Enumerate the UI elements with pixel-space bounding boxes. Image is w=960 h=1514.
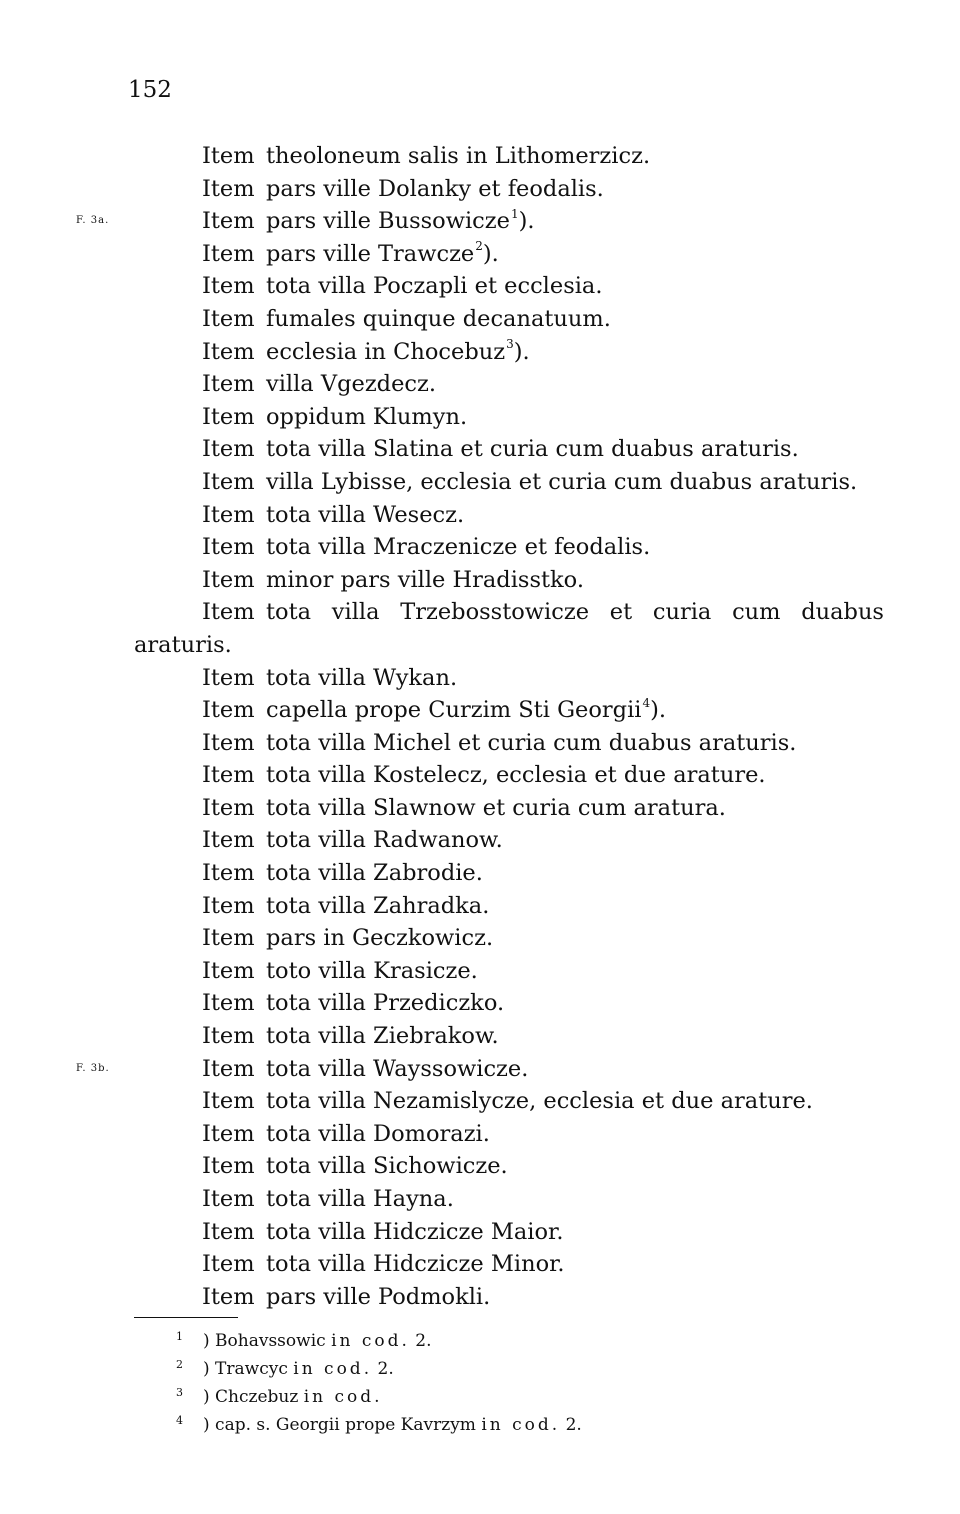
item-label: Item [202, 338, 255, 365]
entry-text: tota villa Domorazi. [266, 1120, 490, 1147]
list-item [0, 1053, 960, 1086]
entry-text: pars ville Bussowicze$^1$). [266, 206, 535, 235]
list-item [0, 857, 960, 890]
list-item [0, 1020, 960, 1053]
list-item [0, 824, 960, 857]
item-label: Item [202, 371, 255, 398]
list-item [0, 401, 960, 434]
item-label: Item [202, 1218, 255, 1245]
footnote-text: ) Trawcyc in cod. 2. [203, 1359, 394, 1379]
list-item [0, 140, 960, 173]
list-item [0, 890, 960, 923]
item-label: Item [202, 403, 255, 430]
footnote [0, 1411, 960, 1439]
list-item [0, 1183, 960, 1216]
list-item [0, 1150, 960, 1183]
entry-text: tota villa Zabrodie. [266, 860, 483, 887]
entry-text: tota villa Poczapli et ecclesia. [266, 273, 603, 300]
item-label: Item [202, 436, 255, 463]
list-item [0, 531, 960, 564]
list-item [0, 466, 960, 499]
list-item [0, 173, 960, 206]
item-label: Item [202, 990, 255, 1017]
entry-list [0, 140, 960, 1313]
item-label: Item [202, 794, 255, 821]
footnote-ref: 2 [475, 239, 483, 254]
entry-text: tota villa Slatina et curia cum duabus araturis. [266, 436, 799, 463]
entry-text: tota villa Michel et curia cum duabus araturis. [266, 729, 797, 756]
entry-text: tota villa Hidczicze Minor. [266, 1251, 565, 1278]
item-label: Item [202, 1088, 255, 1115]
list-item [0, 336, 960, 369]
entry-text: tota villa Sichowicze. [266, 1153, 508, 1180]
entry-text: tota villa Radwanow. [266, 827, 503, 854]
entry-text: tota villa Przediczko. [266, 990, 505, 1017]
item-label: Item [202, 925, 255, 952]
entry-text: tota villa Hayna. [266, 1186, 454, 1212]
entry-text: tota villa Zahradka. [266, 892, 490, 919]
list-item [0, 433, 960, 466]
entry-text: tota villa Slawnow et curia cum aratura. [266, 794, 726, 821]
item-label: Item [202, 697, 255, 724]
list-item [0, 1281, 960, 1314]
list-item [0, 1216, 960, 1249]
list-item [0, 662, 960, 695]
entry-text: tota villa Wesecz. [266, 501, 465, 528]
list-item [0, 303, 960, 336]
item-label: Item [202, 957, 255, 984]
item-label: Item [202, 143, 255, 169]
item-label: Item [202, 1283, 255, 1310]
list-item [0, 596, 960, 629]
entry-text: pars ville Podmokli. [266, 1283, 491, 1310]
entry-text: tota villa Trzebosstowicze et curia cum duabus [266, 599, 884, 626]
footnote [0, 1383, 960, 1411]
footnote-ref: 1 [510, 206, 519, 221]
entry-text: toto villa Krasicze. [266, 957, 478, 984]
entry-text: villa Lybisse, ecclesia et curia cum duabus araturis. [266, 468, 858, 495]
entry-text: oppidum Klumyn. [266, 403, 468, 430]
item-label: Item [202, 566, 255, 593]
list-item-continuation [0, 629, 960, 662]
entry-text: fumales quinque decanatuum. [266, 305, 611, 332]
footnote-text: ) Chczebuz in cod. [203, 1387, 383, 1407]
entry-text: pars ville Trawcze$^2$). [266, 239, 499, 267]
margin-note-folio-3b: F. 3b. [76, 1062, 110, 1074]
footnote-mark: 1 [176, 1330, 183, 1343]
item-label: Item [202, 468, 255, 495]
footnote [0, 1327, 960, 1355]
list-item [0, 694, 960, 727]
footnote-divider [134, 1317, 238, 1318]
item-label: Item [202, 892, 255, 919]
list-item [0, 1248, 960, 1281]
entry-text: tota villa Mraczenicze et feodalis. [266, 534, 651, 561]
list-item [0, 1085, 960, 1118]
entry-text: villa Vgezdecz. [266, 371, 437, 398]
item-label: Item [202, 273, 255, 300]
footnote-mark: 3 [176, 1386, 183, 1399]
footnote-mark: 4 [176, 1414, 183, 1427]
entry-text: tota villa Wayssowicze. [266, 1055, 529, 1082]
item-label: Item [202, 501, 255, 528]
footnote-text: ) Bohavssowic in cod. 2. [203, 1331, 432, 1351]
list-item [0, 270, 960, 303]
item-label: Item [202, 762, 255, 789]
footnote [0, 1355, 960, 1383]
list-item [0, 238, 960, 271]
item-label: Item [202, 827, 255, 854]
item-label: Item [202, 1120, 255, 1147]
footnote-text: ) cap. s. Georgii prope Kavrzym in cod. 2. [203, 1415, 582, 1435]
item-label: Item [202, 1153, 255, 1180]
item-label: Item [202, 240, 255, 267]
item-label: Item [202, 534, 255, 561]
entry-text: tota villa Hidczicze Maior. [266, 1218, 564, 1245]
item-label: Item [202, 729, 255, 756]
entry-text: ecclesia in Chocebuz$^3$). [266, 337, 530, 365]
entry-text: tota villa Wykan. [266, 664, 458, 691]
list-item [0, 499, 960, 532]
entry-text: tota villa Ziebrakow. [266, 1023, 499, 1050]
footnote-ref: 3 [506, 337, 514, 352]
list-item [0, 368, 960, 401]
list-item [0, 205, 960, 238]
list-item [0, 955, 960, 988]
list-item [0, 792, 960, 825]
list-item [0, 1118, 960, 1151]
item-label: Item [202, 1251, 255, 1278]
entry-text: minor pars ville Hradisstko. [266, 566, 584, 593]
item-label: Item [202, 1186, 255, 1212]
entry-text: tota villa Nezamislycze, ecclesia et due arature. [266, 1088, 813, 1115]
list-item [0, 564, 960, 597]
item-label: Item [202, 1055, 255, 1082]
entry-text: araturis. [134, 631, 232, 658]
margin-note-folio-3a: F. 3a. [76, 215, 110, 227]
item-label: Item [202, 305, 255, 332]
entry-text: tota villa Kostelecz, ecclesia et due arature. [266, 762, 766, 789]
list-item [0, 727, 960, 760]
footnote-ref: 4 [642, 695, 651, 710]
list-item [0, 987, 960, 1020]
item-label: Item [202, 208, 255, 235]
entry-text: pars in Geczkowicz. [266, 925, 494, 952]
item-label: Item [202, 664, 255, 691]
entry-text: pars ville Dolanky et feodalis. [266, 175, 604, 202]
item-label: Item [202, 175, 255, 202]
footnotes [0, 1327, 960, 1439]
list-item [0, 759, 960, 792]
item-label: Item [202, 599, 255, 626]
item-label: Item [202, 860, 255, 887]
list-item [0, 922, 960, 955]
page-number: 152 [128, 77, 172, 103]
footnote-mark: 2 [176, 1358, 183, 1371]
item-label: Item [202, 1023, 255, 1050]
entry-text: theoloneum salis in Lithomerzicz. [266, 143, 651, 169]
entry-text: capella prope Curzim Sti Georgii$^4$). [266, 695, 667, 724]
